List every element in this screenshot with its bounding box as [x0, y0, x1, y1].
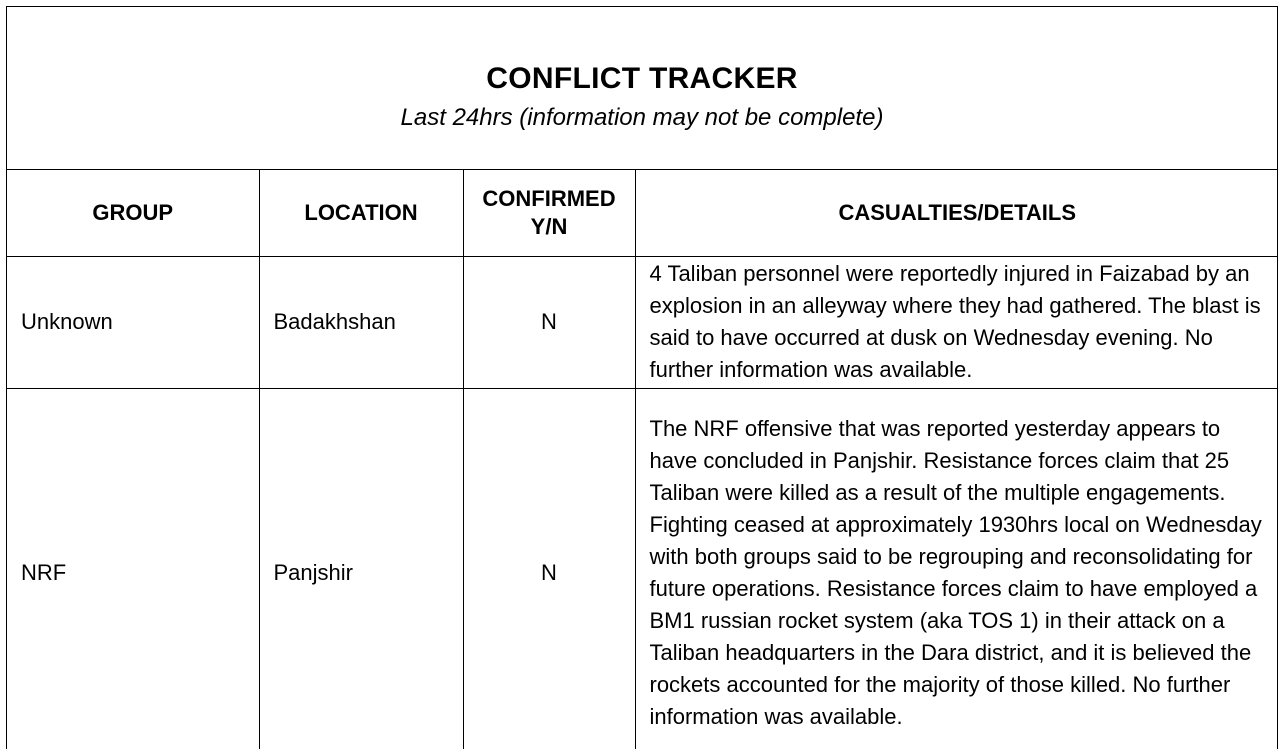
column-header-confirmed: CONFIRMED Y/N — [463, 170, 635, 256]
page-subtitle: Last 24hrs (information may not be complete) — [400, 104, 884, 131]
cell-location: Panjshir — [259, 388, 463, 749]
cell-confirmed: N — [463, 388, 635, 749]
table-row — [7, 388, 1278, 749]
tracker-header — [7, 7, 1277, 170]
column-header-details: CASUALTIES/DETAILS — [635, 170, 1278, 256]
cell-location: Badakhshan — [259, 256, 463, 388]
column-header-group: GROUP — [7, 170, 259, 256]
cell-details: 4 Taliban personnel were reportedly injured in Faizabad by an explosion in an alleyway where they had gathered. The blast is said to have occurred at dusk on Wednesday evening. No further information was available. — [635, 256, 1278, 388]
cell-details: The NRF offensive that was reported yesterday appears to have concluded in Panjshir. Resistance forces claim that 25 Taliban were killed as a result of the multiple engagements. Fighting ceased at approximately 1930hrs local on Wednesday with both groups said to be regrouping and reconsolidating for future operations. Resistance forces claim to have employed a BM1 russian rocket system (aka TOS 1) in their attack on a Taliban headquarters in the Dara district, and it is believed the rockets accounted for the majority of those killed. No further information was available. — [635, 388, 1278, 749]
cell-confirmed: N — [463, 256, 635, 388]
column-header-location: LOCATION — [259, 170, 463, 256]
table-row — [7, 256, 1278, 388]
conflict-table — [7, 170, 1278, 749]
conflict-tracker-document — [6, 6, 1278, 749]
table-header-row — [7, 170, 1278, 256]
cell-group: NRF — [7, 388, 259, 749]
page-title: CONFLICT TRACKER — [486, 62, 798, 95]
cell-group: Unknown — [7, 256, 259, 388]
